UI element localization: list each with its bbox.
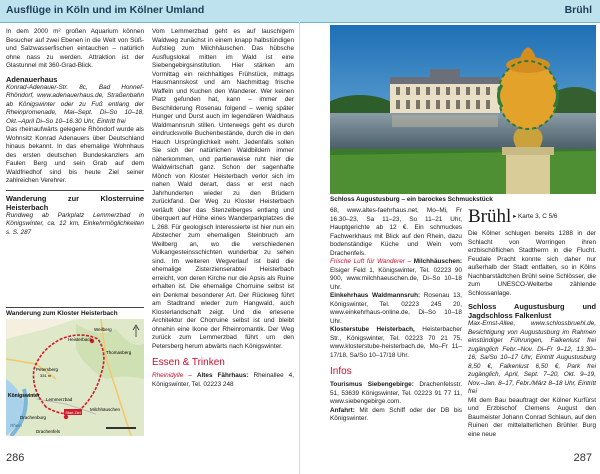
running-header-left — [0, 0, 300, 22]
text-column-2 — [152, 28, 294, 389]
entry-details: Rosenau 13, Königswinter, Tel. 02223 245 20, www.einkehrhaus-online.de, Di–So 10–18 Uhr. — [330, 292, 462, 325]
entry-details: Rheinallee 4, Königswinter, Tel. 02223 248 — [152, 372, 295, 388]
page-number-right: 287 — [573, 452, 592, 464]
entry-name: Klosterstube Heisterbach, — [330, 326, 415, 333]
heading-essen-trinken: Essen & Trinken — [152, 357, 225, 368]
page-right — [300, 0, 600, 474]
hiking-map — [6, 307, 144, 435]
map-label-petersberg-alt: 331 m — [40, 373, 52, 378]
entry-milchhaeuschen — [330, 258, 462, 292]
text-column-4 — [468, 207, 596, 439]
entry-anfahrt — [330, 407, 462, 424]
map-label-start: Start Ziel — [65, 411, 81, 415]
entry-name: Tourismus Siebengebirge: — [330, 381, 414, 388]
map-graphic — [6, 319, 144, 436]
map-reference: ▸ Karte 3, C 5/6 — [513, 213, 558, 220]
running-header-title-right: Brühl — [564, 4, 592, 16]
page-number-left: 286 — [6, 452, 25, 464]
text-column-3 — [330, 207, 462, 424]
photo-graphic — [330, 25, 596, 194]
entry-name: Altes Fährhaus: — [196, 372, 249, 379]
entry-tag: Rheinidylle – — [152, 372, 192, 379]
entry-details: Heisterbacher Str., Königswinter, Tel. 02223 70 21 75, www.klosterstube-heisterbach.de, Mo–Fr 11–17/18, Sa/So 10–17/18 Uhr. — [330, 326, 462, 359]
running-header-right — [300, 0, 600, 22]
map-label-milchhaeuschen: Milchhäuschen — [90, 407, 121, 412]
entry-tourismus — [330, 381, 462, 407]
map-label-rhein: Rhein — [10, 423, 22, 428]
map-label-drachenfels: Drachenfels — [36, 429, 61, 434]
map-label-koenigswinter: Königswinter — [8, 393, 40, 399]
entry-details: Elsiger Feld 1, Königswinter, Tel. 02223 90 900, www.milchhaeuschen.de, Di–So 10–18 Uhr. — [330, 266, 462, 291]
heading-adenauerhaus: Adenauerhaus — [6, 74, 58, 84]
headline-title: Brühl — [468, 206, 512, 227]
map-label-petersberg: Petersberg — [36, 367, 59, 372]
info-wanderung: Rundweg ab Parkplatz Lemmerzbad in Königswinter, ca. 12 km, Einkehrmöglichkeiten s. S. 287 — [6, 211, 144, 236]
entry-details: Drachenfelsstr. 51, 53639 Königswinter, Tel. 02223 91 77 11, www.siebengebirge.com. — [330, 381, 462, 405]
headline-bruehl — [468, 207, 596, 227]
paragraph-adenauerhaus: Das rheinaufwärts gelegene Rhöndorf wurde als Wohnsitz Konrad Adenauers über Deutschland hinaus bekannt. In das ehemalige Wohnhaus des ersten deutschen Bundeskanzlers am Faulen Berg und sein Grab auf dem Waldfriedhof sind bis heute Ziel seiner zahlreichen Verehrer. — [6, 126, 144, 184]
map-label-drachenburg: Drachenburg — [20, 415, 47, 420]
photo-schloss — [330, 25, 596, 194]
paragraph-aquarium: In dem 2000 m² großen Aquarium können Besucher auf zwei Ebenen in die Welt von Süß- und Salzwasserfischen eintauchen – natürlich ohne nass zu werden. Attraktion ist der Glastunnel mit 360-Grad-Blick. — [6, 28, 144, 69]
header-rule — [0, 22, 300, 23]
header-rule-right — [300, 22, 600, 23]
map-label-weilberg: Weilberg — [94, 327, 112, 332]
entry-name: Anfahrt: — [330, 406, 355, 414]
paragraph-bruehl: Die Kölner schlugen bereits 1288 in der Schlacht von Worringen ihren erzbischöflichen Stadtherrn in die Flucht. Feudale Pracht konnte sich daher nur außerhalb der Stadt entfalten, so in Kölns Nachbarstädtchen Brühl seine Schlösser, die zum UNESCO-Welterbe zählende Schlossanlage. — [468, 230, 596, 297]
text-column-1 — [6, 28, 144, 237]
paragraph-schloss: Mit dem Bau beauftragt der Kölner Kurfürst und Erzbischof Clemens August den Baumeister Johann Conrad Schlaun, auf den Ruinen der mittelalterlichen Brühler Burg eine neue — [468, 396, 596, 438]
map-caption: Wanderung zum Kloster Heisterbach — [6, 310, 118, 317]
info-adenauerhaus: Konrad-Adenauer-Str. 8c, Bad Honnef-Rhöndorf, www.adenauerhaus.de, Straßenbahn ab Königswinter oder zu Fuß entlang der Rheinpromenade, Mai–Sept. Di–So 10–18, Okt.–April Di–So 10–16.30 Uhr, Eintritt frei — [6, 83, 144, 125]
entry-name: Einkehrhaus Waldmannsruh: — [330, 292, 421, 299]
map-label-lemmerzbad: Lemmerzbad — [46, 397, 73, 402]
entry-name: Milchhäuschen: — [413, 258, 463, 265]
photo-caption: Schloss Augustusburg – ein barockes Schmuckstück — [330, 196, 493, 203]
heading-schloss: Schloss Augustusburg und Jagdschloss Falkenlust — [468, 302, 596, 320]
running-header-title: Ausflüge in Köln und im Kölner Umland — [6, 4, 205, 16]
entry-details: Mit dem Schiff oder der DB bis Königswinter. — [330, 406, 462, 422]
info-schloss: Max-Ernst-Allee, www.schlossbruehl.de, Besichtigung von Augustusburg im Rahmen einstündiger Führungen, Falkenlust frei zugänglich Febr.–Nov. Di–Fr 9–12, 13.30–16, Sa/So 10–17 Uhr, Eintritt Augustusburg 8,50 €, Falkenlust 6,50 €, Park frei zugänglich, April, Sept. 7–20, Okt. 9–19, Nov.–Jan. 8–17, Febr./März 8–18 Uhr, Eintritt frei — [468, 320, 596, 395]
map-label-heisterbach: Heisterbach — [68, 337, 93, 342]
heading-infos: Infos — [330, 366, 352, 377]
entry-tag: Frische Luft für Wanderer – — [330, 258, 412, 265]
entry-klosterstube — [330, 326, 462, 360]
map-label-thomasberg: Thomasberg — [106, 350, 132, 355]
paragraph-faehrhaus-cont: 68, www.altes-faehrhaus.net, Mo–Mi, Fr 16.30–23, Sa 11–23, So 11–21 Uhr, Hauptgerichte ab 12 €. Ein schmuckes Fachwerkhaus mit Blick auf den Rhein, dazu bodenständige Küche und Wein vom Drachenfels. — [330, 207, 462, 257]
paragraph-wanderung: Vom Lemmerzbad geht es auf lauschigem Waldweg zunächst in einem knapp halbstündigen Aufstieg zum Milchhäuschen. Das hübsche Ausflugslokal mitten im Wald ist eine Siebengebirgsinstitution. Hier stärken am Vormittag ein reichhaltiges Frühstück, mittags Hausmannskost und am Nachmittag frische Waffeln und Kuchen den Wanderer. Wer keinen Platz gefunden hat, kann – immer der Beschilderung Rosenau folgend – wenig später Hunger und Durst auch im legendären Waldhaus Waldmannsruh stillen. Unterwegs geht es durch eindrucksvolle Buchenbestände, durch die in den Hauch Ursprünglichkeit weht. Jedenfalls sollen Sie sich der natürlichen Waldbildern immer näherkommen, und partienweise ruht hier die Waldwirtschaft ganz. Schon der sagenhafte Mönch von Kloster Heisterbach verlor sich im nahen Wald derart, dass er erst nach Jahrhunderten wieder zu den Brüdern zurückfand. Der Weg zu Kloster Heisterbach verläuft über das Stenzelberges entlang und überquert auf Höhe eines Wanderparkplatzes die L 268. Für geologisch Interessierte ist hier nun ein Abstecher zum ehemaligen Steinbruch am Weilberg an, wo die verschiedenen Vulkangesteinsschichten wunderbar zu sehen sind. Im weiteren Wegverlauf ist bald die ehemalige Zisterzienserabtei Heisterbach erreicht, von deren Kirche nur die Apsis als Ruine erhalten ist. Die ehemalige Chorruine selbst ist ein Denkmal besonderer Art. Der Rückweg führt am Stadtrand wieder zum Hangwald, auch Klosterlandschaft zeigt. Und die erlesene Architektur der Chorruine selbst ist und bleibt ohnehin eine Ikone der Rheinromantik. Der Weg zurück zum Lemmerzbad führt um den Petersberg herum abwärts nach Königswinter. — [152, 28, 294, 350]
heading-wanderung: Wanderung zur Klosterruine Heisterbach — [6, 193, 144, 212]
entry-altes-faehrhaus — [152, 372, 294, 389]
entry-waldmannsruh — [330, 292, 462, 326]
section-divider — [6, 190, 144, 191]
